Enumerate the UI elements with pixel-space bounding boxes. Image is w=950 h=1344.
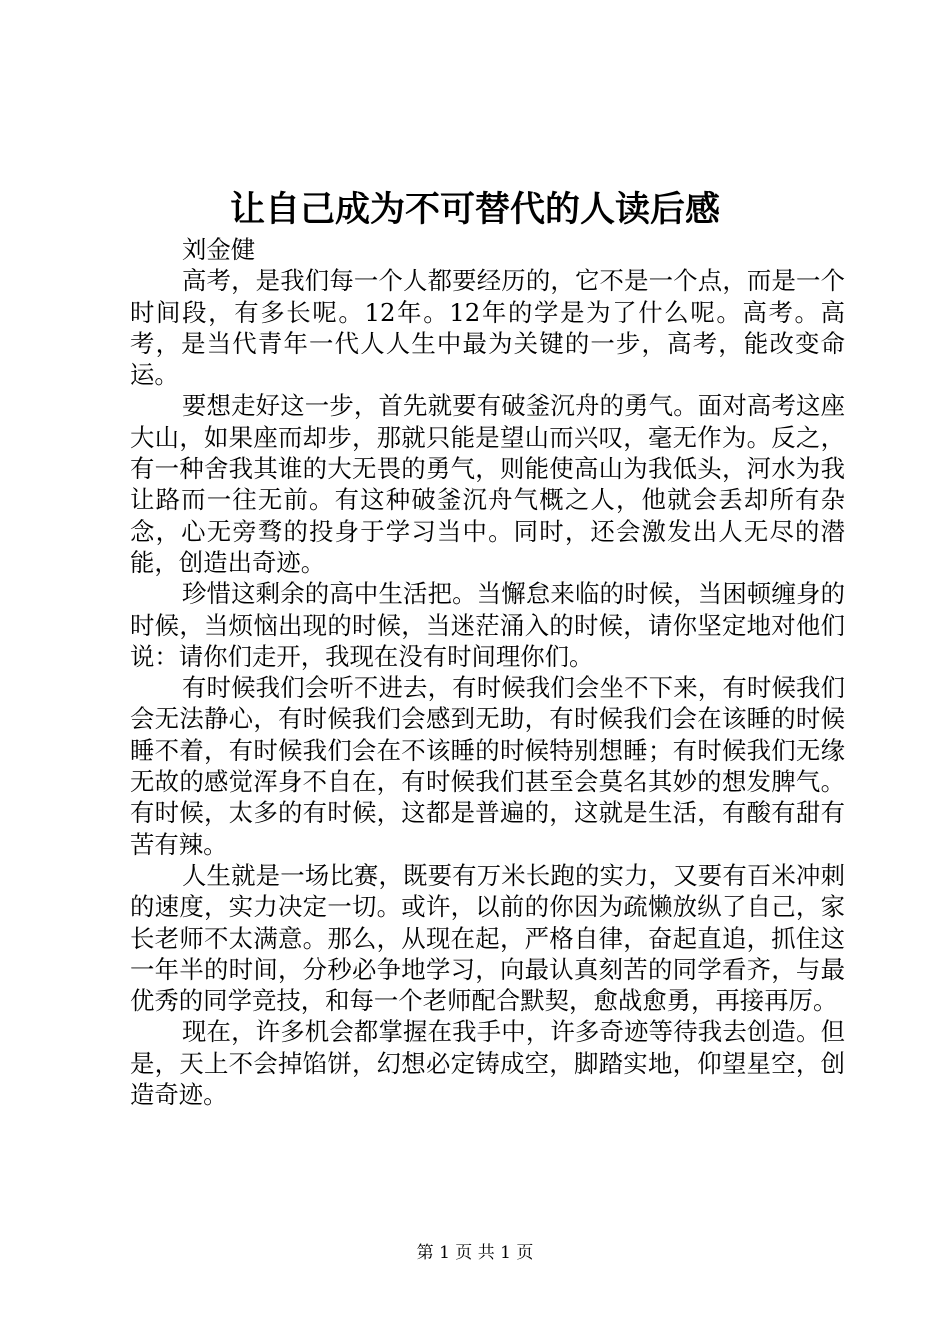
document-body xyxy=(130,234,845,1110)
paragraph-1: 高考，是我们每一个人都要经历的，它不是一个点，而是一个时间段，有多长呢。12年。12年的学是为了什么呢。高考。高考，是当代青年一代人人生中最为关键的一步，高考，能改变命运。 xyxy=(130,266,845,390)
paragraph-6: 现在，许多机会都掌握在我手中，许多奇迹等待我去创造。但是，天上不会掉馅饼，幻想必定铸成空，脚踏实地，仰望星空，创造奇迹。 xyxy=(130,1017,845,1110)
document-title: 让自己成为不可替代的人读后感 xyxy=(229,189,720,230)
author-name: 刘金健 xyxy=(182,235,256,264)
paragraph-2: 要想走好这一步，首先就要有破釜沉舟的勇气。面对高考这座大山，如果座而却步，那就只能是望山而兴叹，毫无作为。反之，有一种舍我其谁的大无畏的勇气，则能使高山为我低头，河水为我让路而一往无前。有这种破釜沉舟气概之人，他就会丢却所有杂念，心无旁骛的投身于学习当中。同时，还会激发出人无尽的潜能，创造出奇迹。 xyxy=(130,391,845,577)
paragraph-4: 有时候我们会听不进去，有时候我们会坐不下来，有时候我们会无法静心，有时候我们会感到无助，有时候我们会在该睡的时候睡不着，有时候我们会在不该睡的时候特别想睡；有时候我们无缘无故的感觉浑身不自在，有时候我们甚至会莫名其妙的想发脾气。有时候，太多的有时候，这都是普遍的，这就是生活，有酸有甜有苦有辣。 xyxy=(130,673,845,859)
paragraph-5: 人生就是一场比赛，既要有万米长跑的实力，又要有百米冲刺的速度，实力决定一切。或许，以前的你因为疏懒放纵了自己，家长老师不太满意。那么，从现在起，严格自律，奋起直追，抓住这一年半的时间，分秒必争地学习，向最认真刻苦的同学看齐，与最优秀的同学竞技，和每一个老师配合默契，愈战愈勇，再接再厉。 xyxy=(130,860,845,1016)
paragraph-3: 珍惜这剩余的高中生活把。当懈怠来临的时候，当困顿缠身的时候，当烦恼出现的时候，当迷茫涌入的时候，请你坚定地对他们说：请你们走开，我现在没有时间理你们。 xyxy=(130,579,845,671)
page-footer: 第 1 页 共 1 页 xyxy=(416,1243,534,1263)
